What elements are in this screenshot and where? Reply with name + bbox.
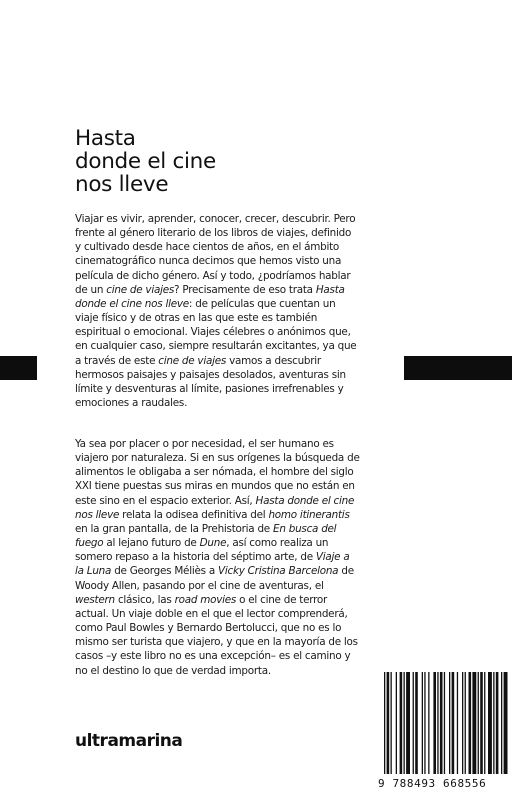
barcode-bar [437, 672, 438, 774]
italic-film-title: Viaje a la Luna [75, 551, 350, 578]
text-run: Ya sea por placer o por necesidad, el ser humano es viajero por naturaleza. Si en sus orígenes la búsqueda de alimentos le obligaba a ser nómada, el hombre del siglo XXI tiene puestas sus miras en mundos que no están en este sino en el espacio exterior. Así, [75, 438, 360, 507]
text-run: clásico, las [114, 593, 175, 606]
isbn-number: 9 788493 668556 [378, 777, 487, 790]
italic-term: western [75, 593, 115, 606]
text-run: Viajar es vivir, aprender, conocer, crecer, descubrir. Pero frente al género literario de los libros de viajes, definido y cultivado desde hace cientos de años, en el ámbito cinematográfico nunca decimos que hemos visto una película de dicho género. Así y todo, ¿podríamos hablar de un [75, 213, 356, 296]
synopsis-paragraph-2 [75, 437, 360, 678]
barcode-bar [444, 672, 445, 774]
barcode-bar [406, 672, 410, 774]
barcode-bar [400, 672, 403, 774]
italic-film-title: Vicky Cristina Barcelona [218, 565, 339, 578]
book-title [75, 127, 216, 196]
barcode-bar [484, 672, 485, 774]
barcode-bar [488, 672, 492, 774]
barcode-bar [478, 672, 479, 774]
barcode-bar [472, 672, 476, 774]
barcode-bar [391, 672, 392, 774]
text-run: al lejano futuro de [103, 537, 200, 550]
text-run: vamos a descubrir hermosos paisajes y paisajes desolados, aventuras sin límite y desventuras al límite, pasiones irrefrenables y emociones a raudales. [75, 354, 346, 410]
title-line-2: donde el cine [75, 149, 216, 174]
italic-term: cine de viajes [106, 283, 175, 296]
text-run: ? Precisamente de eso trata [174, 283, 316, 296]
text-run: relata la odisea definitiva del [119, 508, 269, 521]
text-run: o el cine de terror actual. Un viaje doble en el que el lector comprenderá, como Paul Bowles y Bernardo Bertolucci, que no es lo mismo ser turista que viajero, y que en la mayoría de los casos –y este libro no es una excepción– es el camino y no el destino lo que de verdad importa. [75, 593, 358, 677]
text-run: : de películas que cuentan un viaje físico y de otras en las que este es también espiritual o emocional. Viajes célebres o anónimos que, en cualquier caso, siempre resultarán excitantes, ya que a través de este [75, 297, 357, 367]
italic-term: road movies [174, 593, 237, 606]
barcode-bar [415, 672, 418, 774]
barcode-bar [387, 672, 390, 774]
italic-term: cine de viajes [158, 354, 227, 367]
barcode-bar [449, 672, 450, 774]
barcode-bar [452, 672, 455, 774]
barcode-bar [504, 672, 508, 774]
title-line-3: nos lleve [75, 172, 169, 197]
barcode-bar [462, 672, 463, 774]
barcode-bar [493, 672, 494, 774]
barcode-bar [396, 672, 397, 774]
barcode-bar [496, 672, 499, 774]
synopsis-paragraph-1 [75, 212, 360, 410]
text-run: en la gran pantalla, de la Prehistoria de [75, 522, 274, 535]
barcode-bar [440, 672, 443, 774]
italic-film-title: En busca del fuego [75, 522, 337, 550]
barcode-bar [384, 672, 385, 774]
barcode-bar [413, 672, 414, 774]
italic-book-title: Hasta donde el cine nos lleve [75, 494, 355, 521]
text-run: , así como realiza un somero repaso a la historia del séptimo arte, de [75, 537, 329, 564]
text-run: de Woody Allen, pasando por el cine de aventuras, el [75, 565, 354, 592]
barcode-bar [424, 672, 425, 774]
title-line-1: Hasta [75, 126, 136, 151]
italic-film-title: Dune [199, 537, 227, 550]
italic-term: homo itinerantis [268, 508, 350, 521]
barcode-bar [465, 672, 466, 774]
barcode-bar [469, 672, 472, 774]
barcode-bar [501, 672, 502, 774]
italic-book-title: Hasta donde el cine nos lleve [75, 283, 345, 310]
barcode-bar [428, 672, 429, 774]
barcode-bar [422, 672, 423, 774]
decorative-bar-left [0, 356, 37, 380]
barcode-bar [433, 672, 436, 774]
text-run: de Georges Méliès a [111, 565, 218, 578]
barcode-bar [457, 672, 458, 774]
barcode-bar [480, 672, 483, 774]
barcode-bar [404, 672, 405, 774]
decorative-bar-right [404, 356, 512, 380]
publisher-logo: ultramarina [75, 731, 183, 751]
